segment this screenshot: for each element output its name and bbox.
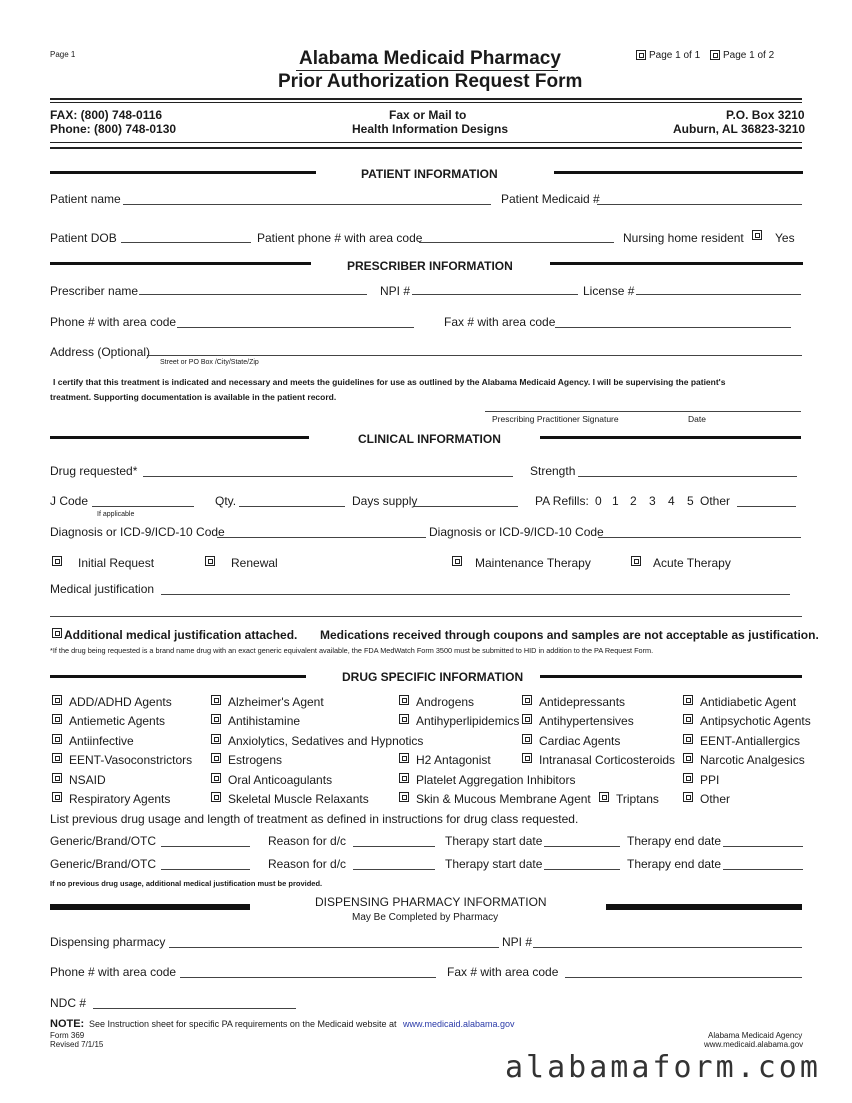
- diagnosis-2-field[interactable]: [598, 537, 801, 538]
- page-1-of-1-checkbox[interactable]: [636, 50, 646, 60]
- form-title: Alabama Medicaid Pharmacy: [299, 48, 561, 69]
- no-previous-usage-note: If no previous drug usage, additional medical justification must be provided.: [50, 879, 323, 888]
- page-1-of-2-label: Page 1 of 2: [723, 50, 775, 61]
- patient-heading: PATIENT INFORMATION: [361, 167, 498, 181]
- ndc-field[interactable]: [93, 1008, 296, 1009]
- section-bar: [50, 171, 316, 174]
- prescriber-phone-field[interactable]: [177, 327, 414, 328]
- reason-dc-field[interactable]: [353, 869, 435, 870]
- initial-request-checkbox[interactable]: [52, 556, 62, 566]
- drug-requested-label: Drug requested*: [50, 464, 138, 478]
- prescriber-fax-field[interactable]: [555, 327, 791, 328]
- dispensing-heading: DISPENSING PHARMACY INFORMATION: [315, 895, 547, 909]
- medical-justification-label: Medical justification: [50, 582, 155, 596]
- section-bar: [50, 436, 309, 439]
- section-bar: [50, 904, 250, 910]
- dispensing-subheading: May Be Completed by Pharmacy: [352, 912, 499, 923]
- dispensing-fax-field[interactable]: [565, 977, 802, 978]
- note-bold: NOTE:: [50, 1018, 85, 1030]
- initial-request-label: Initial Request: [78, 556, 155, 570]
- drug-class-checkbox[interactable]: [683, 734, 693, 744]
- therapy-end-field[interactable]: [723, 846, 803, 847]
- drug-class-label: Antipsychotic Agents: [700, 714, 811, 728]
- header-rule-bottom-thick: [50, 147, 802, 149]
- therapy-start-field[interactable]: [544, 846, 620, 847]
- drug-class-label: Antidiabetic Agent: [700, 695, 797, 709]
- signature-field[interactable]: [485, 411, 801, 412]
- drug-class-label: Respiratory Agents: [69, 792, 171, 806]
- dispensing-phone-label: Phone # with area code: [50, 965, 177, 979]
- strength-label: Strength: [530, 464, 576, 478]
- drug-class-label: Anxiolytics, Sedatives and Hypnotics: [228, 734, 424, 748]
- prescriber-heading: PRESCRIBER INFORMATION: [347, 259, 513, 273]
- agency-website: www.medicaid.alabama.gov: [704, 1040, 804, 1049]
- refill-option-1[interactable]: 1: [612, 494, 619, 508]
- drug-class-checkbox[interactable]: [211, 753, 221, 763]
- patient-name-field[interactable]: [123, 204, 491, 205]
- patient-phone-field[interactable]: [419, 242, 614, 243]
- refill-option-2[interactable]: 2: [630, 494, 637, 508]
- clinical-heading: CLINICAL INFORMATION: [358, 432, 501, 446]
- prescriber-license-field[interactable]: [636, 294, 801, 295]
- drug-class-checkbox[interactable]: [211, 695, 221, 705]
- drug-class-checkbox[interactable]: [52, 753, 62, 763]
- drug-class-label: Antidepressants: [539, 695, 626, 709]
- generic-brand-field[interactable]: [161, 869, 250, 870]
- certify-text-2: treatment. Supporting documentation is available in the patient record.: [50, 392, 337, 402]
- hid-fax: FAX: (800) 748-0116: [50, 108, 163, 122]
- dispensing-fax-label: Fax # with area code: [447, 965, 559, 979]
- drug-class-label: Platelet Aggregation Inhibitors: [416, 773, 576, 787]
- address-label: Address (Optional): [50, 345, 151, 359]
- maintenance-therapy-checkbox[interactable]: [452, 556, 462, 566]
- drug-class-label: Intranasal Corticosteroids: [539, 753, 676, 767]
- drug-class-label: Antihypertensives: [539, 714, 634, 728]
- drug-class-label: Skeletal Muscle Relaxants: [228, 792, 369, 806]
- coupons-note: Medications received through coupons and samples are not acceptable as justification.: [320, 628, 819, 642]
- generic-brand-label: Generic/Brand/OTC: [50, 857, 157, 871]
- address-field[interactable]: [147, 355, 802, 356]
- acute-therapy-checkbox[interactable]: [631, 556, 641, 566]
- dispensing-phone-field[interactable]: [180, 977, 436, 978]
- drug-class-label: Oral Anticoagulants: [228, 773, 333, 787]
- refill-option-3[interactable]: 3: [649, 494, 656, 508]
- drug-class-checkbox[interactable]: [52, 773, 62, 783]
- prescriber-phone-label: Phone # with area code: [50, 315, 177, 329]
- drug-class-checkbox[interactable]: [52, 734, 62, 744]
- dispensing-pharmacy-label: Dispensing pharmacy: [50, 935, 166, 949]
- drug-class-checkbox[interactable]: [683, 792, 693, 802]
- po-box: P.O. Box 3210: [726, 108, 805, 122]
- days-supply-field[interactable]: [414, 506, 518, 507]
- maintenance-therapy-label: Maintenance Therapy: [475, 556, 591, 570]
- patient-medicaid-field[interactable]: [597, 204, 802, 205]
- drug-class-checkbox[interactable]: [399, 714, 409, 724]
- drug-class-checkbox[interactable]: [52, 792, 62, 802]
- section-bar: [540, 436, 801, 439]
- therapy-start-label: Therapy start date: [445, 834, 543, 848]
- drug-class-checkbox[interactable]: [522, 753, 532, 763]
- therapy-end-label: Therapy end date: [627, 857, 722, 871]
- form-subtitle: Prior Authorization Request Form: [278, 71, 583, 92]
- qty-label: Qty.: [215, 494, 237, 508]
- drug-class-label: Cardiac Agents: [539, 734, 621, 748]
- address-hint: Street or PO Box /City/State/Zip: [160, 359, 259, 366]
- acute-therapy-label: Acute Therapy: [653, 556, 731, 570]
- diagnosis-1-label: Diagnosis or ICD-9/ICD-10 Code: [50, 525, 225, 539]
- prescriber-license-label: License #: [583, 284, 635, 298]
- drug-class-checkbox[interactable]: [211, 792, 221, 802]
- drug-class-label: PPI: [700, 773, 720, 787]
- header-rule-thin: [50, 102, 802, 103]
- additional-justification-checkbox[interactable]: [52, 628, 62, 638]
- drug-class-checkbox[interactable]: [52, 695, 62, 705]
- jcode-field[interactable]: [92, 506, 194, 507]
- drug-class-label: Antiemetic Agents: [69, 714, 166, 728]
- drug-class-checkbox[interactable]: [522, 734, 532, 744]
- drug-class-label: Androgens: [416, 695, 475, 709]
- refill-other-field[interactable]: [737, 506, 796, 507]
- refill-option-4[interactable]: 4: [668, 494, 675, 508]
- patient-name-label: Patient name: [50, 192, 121, 206]
- header-rule: [50, 98, 802, 100]
- drug-class-checkbox[interactable]: [211, 734, 221, 744]
- prescriber-name-field[interactable]: [139, 294, 367, 295]
- drug-class-checkbox[interactable]: [683, 695, 693, 705]
- refill-option-0[interactable]: 0: [595, 494, 602, 508]
- previous-usage-instructions: List previous drug usage and length of treatment as defined in instructions for drug class requested.: [50, 812, 579, 826]
- page-1-of-1-label: Page 1 of 1: [649, 50, 701, 61]
- patient-medicaid-label: Patient Medicaid #: [501, 192, 600, 206]
- nursing-home-label: Nursing home resident: [623, 231, 744, 245]
- section-bar: [606, 904, 802, 910]
- drug-class-checkbox[interactable]: [522, 714, 532, 724]
- therapy-end-label: Therapy end date: [627, 834, 722, 848]
- revision-date: Revised 7/1/15: [50, 1040, 104, 1049]
- reason-dc-label: Reason for d/c: [268, 857, 347, 871]
- drug-class-checkbox[interactable]: [522, 695, 532, 705]
- section-bar: [540, 675, 802, 678]
- agency-name: Alabama Medicaid Agency: [708, 1031, 803, 1040]
- prescriber-npi-field[interactable]: [412, 294, 578, 295]
- pa-refills-label: PA Refills:: [535, 494, 589, 508]
- drug-requested-field[interactable]: [143, 476, 513, 477]
- section-bar: [50, 262, 311, 265]
- diagnosis-2-label: Diagnosis or ICD-9/ICD-10 Code: [429, 525, 604, 539]
- therapy-start-field[interactable]: [544, 869, 620, 870]
- watermark: alabamaform.com: [505, 1050, 821, 1085]
- drug-class-label: Skin & Mucous Membrane Agent: [416, 792, 591, 806]
- jcode-label: J Code: [50, 494, 89, 508]
- generic-brand-field[interactable]: [161, 846, 250, 847]
- section-bar: [550, 262, 803, 265]
- reason-dc-field[interactable]: [353, 846, 435, 847]
- drug-class-label: Other: [700, 792, 731, 806]
- drug-class-label: Antiinfective: [69, 734, 134, 748]
- drug-class-label: H2 Antagonist: [416, 753, 491, 767]
- fax-mail-to: Fax or Mail to: [389, 108, 467, 122]
- section-bar: [554, 171, 803, 174]
- drug-class-label: Narcotic Analgesics: [700, 753, 805, 767]
- refill-other-label: Other: [700, 494, 731, 508]
- form-number: Form 369: [50, 1031, 85, 1040]
- therapy-start-label: Therapy start date: [445, 857, 543, 871]
- renewal-label: Renewal: [231, 556, 278, 570]
- section-bar: [50, 675, 306, 678]
- drug-class-checkbox[interactable]: [399, 773, 409, 783]
- nursing-home-checkbox[interactable]: [752, 230, 762, 240]
- medicaid-website-link[interactable]: www.medicaid.alabama.gov: [403, 1019, 515, 1029]
- generic-brand-label: Generic/Brand/OTC: [50, 834, 157, 848]
- therapy-end-field[interactable]: [723, 869, 803, 870]
- brand-drug-note: *If the drug being requested is a brand name drug with an exact generic equivalent available, the FDA MedWatch Form 3500 must be submitted to HID in addition to the PA Request Form.: [50, 646, 654, 655]
- strength-field[interactable]: [578, 476, 797, 477]
- hid-name: Health Information Designs: [352, 122, 509, 136]
- page-1-of-2-checkbox[interactable]: [710, 50, 720, 60]
- refill-option-5[interactable]: 5: [687, 494, 694, 508]
- prescriber-fax-label: Fax # with area code: [444, 315, 556, 329]
- city-zip: Auburn, AL 36823-3210: [673, 122, 806, 136]
- drug-class-label: ADD/ADHD Agents: [69, 695, 172, 709]
- dispensing-pharmacy-field[interactable]: [169, 947, 499, 948]
- drug-class-checkbox[interactable]: [399, 695, 409, 705]
- note-text: See Instruction sheet for specific PA requirements on the Medicaid website at: [89, 1019, 397, 1029]
- drug-class-label: EENT-Vasoconstrictors: [69, 753, 193, 767]
- patient-dob-label: Patient DOB: [50, 231, 117, 245]
- hid-phone: Phone: (800) 748-0130: [50, 122, 177, 136]
- drug-class-checkbox[interactable]: [683, 714, 693, 724]
- patient-dob-field[interactable]: [121, 242, 251, 243]
- certify-text-1: I certify that this treatment is indicated and necessary and meets the guidelines for use as outlined by the Alabama Medicaid Agency. I will be supervising the patient's: [53, 377, 726, 387]
- prescriber-npi-label: NPI #: [380, 284, 411, 298]
- drug-class-checkbox[interactable]: [211, 714, 221, 724]
- reason-dc-label: Reason for d/c: [268, 834, 347, 848]
- drug-class-label: Antihyperlipidemics: [416, 714, 520, 728]
- signature-date-label: Date: [688, 414, 706, 424]
- header-rule-bottom: [50, 142, 802, 143]
- drug-class-checkbox[interactable]: [399, 753, 409, 763]
- drug-specific-heading: DRUG SPECIFIC INFORMATION: [342, 670, 524, 684]
- page-label: Page 1: [50, 50, 76, 59]
- renewal-checkbox[interactable]: [205, 556, 215, 566]
- prescriber-name-label: Prescriber name: [50, 284, 139, 298]
- nursing-home-yes: Yes: [775, 231, 795, 245]
- medical-justification-field-2[interactable]: [50, 616, 802, 617]
- drug-class-checkbox[interactable]: [599, 792, 609, 802]
- drug-class-label: Estrogens: [228, 753, 283, 767]
- jcode-hint: If applicable: [97, 511, 135, 518]
- drug-class-checkbox[interactable]: [211, 773, 221, 783]
- ndc-label: NDC #: [50, 996, 87, 1010]
- patient-phone-label: Patient phone # with area code: [257, 231, 423, 245]
- drug-class-label: Triptans: [616, 792, 659, 806]
- drug-class-label: Antihistamine: [228, 714, 301, 728]
- drug-class-checkbox[interactable]: [52, 714, 62, 724]
- drug-class-checkbox[interactable]: [683, 753, 693, 763]
- medical-justification-field[interactable]: [161, 594, 790, 595]
- drug-class-label: EENT-Antiallergics: [700, 734, 801, 748]
- diagnosis-1-field[interactable]: [217, 537, 426, 538]
- days-supply-label: Days supply: [352, 494, 418, 508]
- additional-justification-label: Additional medical justification attached.: [64, 628, 298, 642]
- drug-class-checkbox[interactable]: [399, 792, 409, 802]
- dispensing-npi-label: NPI #: [502, 935, 533, 949]
- drug-class-label: Alzheimer's Agent: [228, 695, 324, 709]
- drug-class-label: NSAID: [69, 773, 106, 787]
- dispensing-npi-field[interactable]: [533, 947, 802, 948]
- drug-class-checkbox[interactable]: [683, 773, 693, 783]
- qty-field[interactable]: [239, 506, 345, 507]
- signature-label: Prescribing Practitioner Signature: [492, 414, 619, 424]
